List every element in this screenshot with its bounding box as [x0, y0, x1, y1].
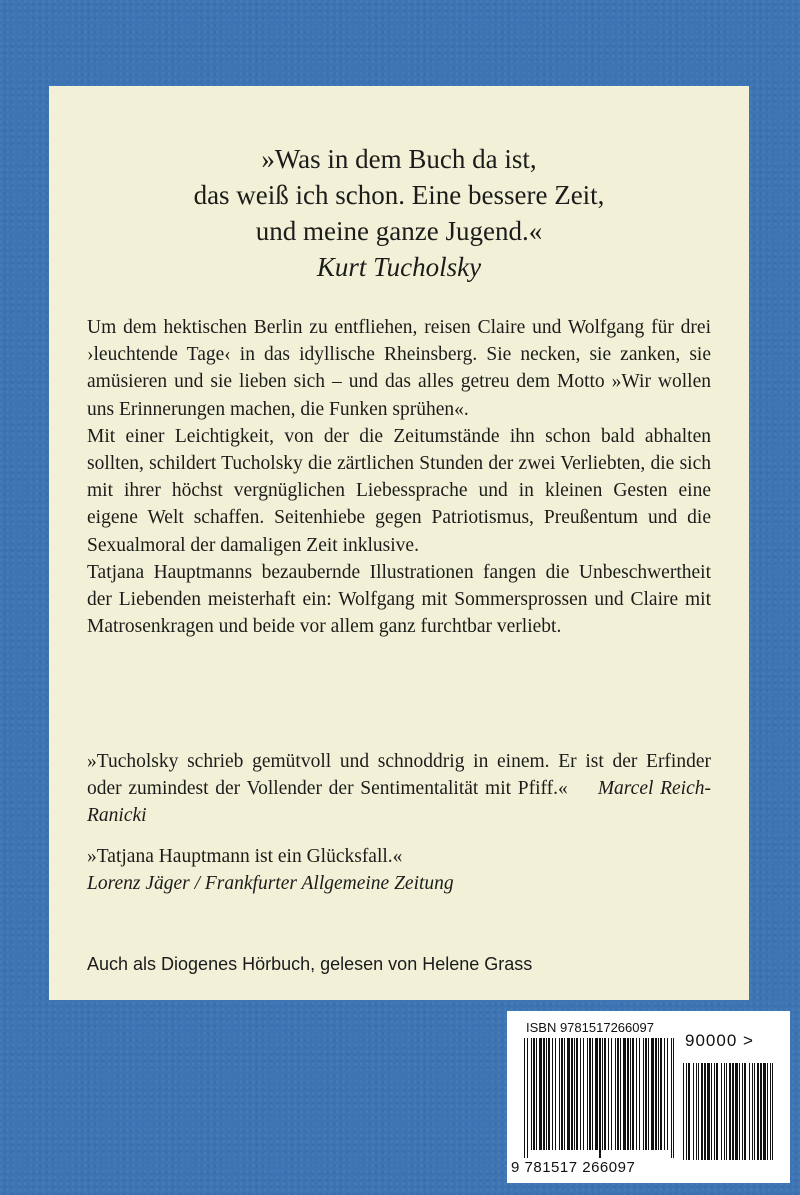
review-source: Lorenz Jäger / Frankfurter Allgemeine Zeitung [87, 873, 454, 895]
barcode-bars [524, 1038, 674, 1158]
review-quote [87, 843, 711, 897]
back-cover-panel [49, 86, 749, 1000]
review-text: »Tucholsky schrieb gemütvoll und schnoddrig in einem. Er ist der Erfinder oder zumindest der Vollender der Sentimentalität mit Pfiff.« [87, 751, 711, 800]
review-text: »Tatjana Hauptmann ist ein Glücksfall.« [87, 846, 403, 867]
description-paragraph: Tatjana Hauptmanns bezaubernde Illustrationen fangen die Unbeschwertheit der Liebenden meisterhaft ein: Wolfgang mit Sommersprossen und Claire mit Matrosenkragen und beide vor allem ganz furchtbar verliebt. [87, 561, 711, 638]
epigraph-line: und meine ganze Jugend.« [255, 216, 543, 246]
review-source: Marcel Reich-Ranicki [87, 778, 711, 827]
barcode-addon-digits: 90000 > [685, 1031, 754, 1050]
barcode-digits: 9 781517 266097 [511, 1159, 636, 1176]
book-description [87, 314, 711, 640]
epigraph-line: »Was in dem Buch da ist, [261, 144, 537, 174]
epigraph [49, 141, 749, 285]
description-paragraph: Mit einer Leichtigkeit, von der die Zeitumstände ihn schon bald abhalten sollten, schildert Tucholsky die zärtlichen Stunden der zwei Verliebten, die sich mit ihrer höchst vergnüglichen Liebessprache und in kleinen Gesten eine eigene Welt schaffen. Seitenhiebe gegen Patriotismus, Preußentum und die Sexualmoral der damaligen Zeit inklusive. [87, 425, 711, 556]
epigraph-author: Kurt Tucholsky [316, 252, 482, 282]
description-paragraph: Um dem hektischen Berlin zu entfliehen, reisen Claire und Wolfgang für drei ›leuchtende Tage‹ in das idyllische Rheinsberg. Sie necken, sie zanken, sie amüsieren und sie lieben sich – und das alles getreu dem Motto »Wir wollen uns Erinnerungen machen, die Funken sprühen«. [87, 317, 711, 420]
audiobook-note: Auch als Diogenes Hörbuch, gelesen von Helene Grass [87, 954, 533, 974]
barcode-addon-bars [683, 1063, 773, 1168]
epigraph-line: das weiß ich schon. Eine bessere Zeit, [193, 180, 605, 210]
review-quote [87, 748, 711, 830]
isbn-barcode [507, 1011, 790, 1183]
isbn-label: ISBN 9781517266097 [526, 1020, 654, 1035]
